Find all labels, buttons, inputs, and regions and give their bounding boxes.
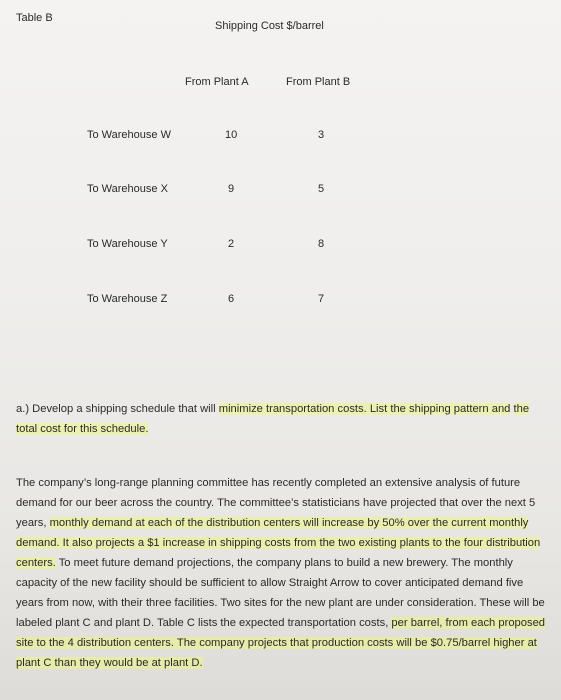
column-header-plant-a: From Plant A xyxy=(185,76,249,88)
table-title: Shipping Cost $/barrel xyxy=(215,20,324,32)
planning-paragraph xyxy=(16,473,548,673)
cell-z-plant-a: 6 xyxy=(228,293,235,305)
cell-w-plant-a: 10 xyxy=(225,129,238,141)
column-header-plant-b: From Plant B xyxy=(286,76,351,88)
cell-y-plant-b: 8 xyxy=(318,238,325,250)
question-a-text: a.) Develop a shipping schedule that will xyxy=(16,403,219,415)
row-label-warehouse-z: To Warehouse Z xyxy=(87,293,168,305)
paragraph-highlight-1: monthly demand at each of the distribution centers will increase by 50% over the current monthly demand. It also projects a $1 increase in shipping costs from the two existing plants to the four distribution centers. xyxy=(16,517,541,569)
cell-x-plant-b: 5 xyxy=(318,183,325,195)
cell-x-plant-a: 9 xyxy=(228,183,235,195)
cell-w-plant-b: 3 xyxy=(318,129,325,141)
row-label-warehouse-w: To Warehouse W xyxy=(87,129,171,141)
paragraph-text-2: To meet future demand projections, the company plans to build a new brewery. The monthly capacity of the new facility should be sufficient to allow Straight Arrow to cover anticipated demand five years from now, with their three facilities. Two sites for the new plant are under consideration. These will be labeled plant C and plant D. Table C lists the expected transportation costs, xyxy=(16,557,545,629)
cell-z-plant-b: 7 xyxy=(318,293,325,305)
question-a-highlight-1: minimize transportation costs. List the shipping pattern and xyxy=(218,403,511,415)
cell-y-plant-a: 2 xyxy=(228,238,235,250)
paragraph-text-1: The company’s long-range planning committee has recently completed an extensive analysis of future demand for our beer across the country. The committee’s statisticians have projected that over the next 5 years, xyxy=(16,477,536,529)
question-a-highlight-2: the total cost for this schedule. xyxy=(16,403,530,435)
question-a xyxy=(16,399,548,439)
paragraph-highlight-2: per barrel, from each proposed site to the 4 distribution centers. The company projects that production costs will be $0.75/barrel higher at plant C than they would be at plant D. xyxy=(16,617,546,669)
row-label-warehouse-x: To Warehouse X xyxy=(87,183,168,195)
row-label-warehouse-y: To Warehouse Y xyxy=(87,238,168,250)
table-label: Table B xyxy=(16,12,53,24)
